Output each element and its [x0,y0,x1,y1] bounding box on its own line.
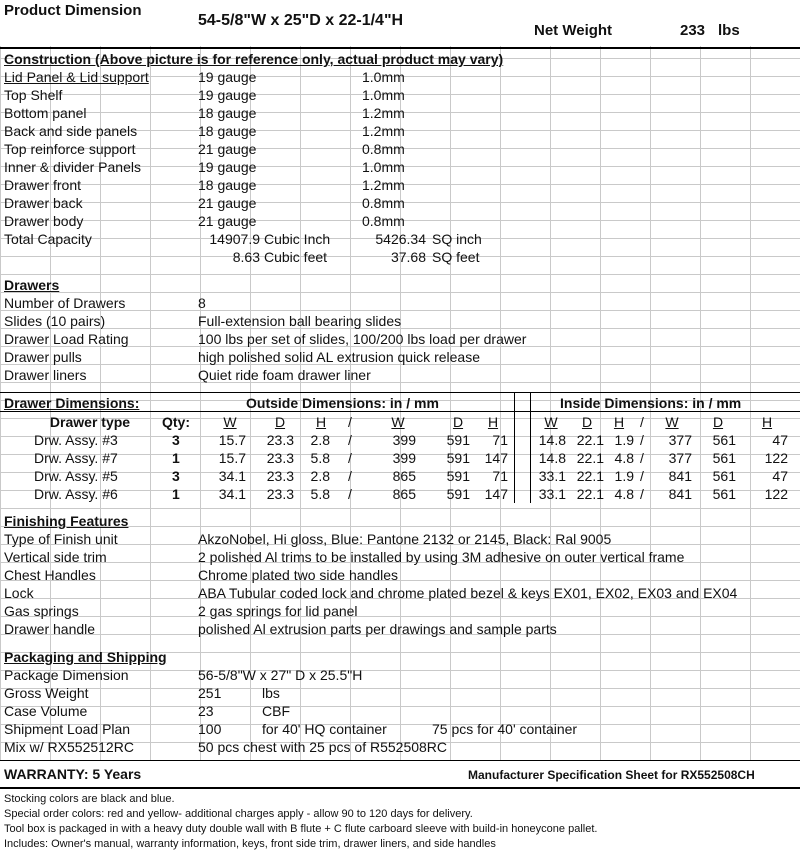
out-h: 5.8 [310,450,330,466]
gross-weight-unit: lbs [262,685,280,701]
construction-gauge: 18 gauge [198,177,257,193]
finishing-title: Finishing Features [4,513,129,529]
construction-label: Back and side panels [4,123,138,139]
header-divider [0,47,800,49]
col-out-d: D [274,414,286,430]
note-line: Stocking colors are black and blue. [4,793,175,805]
dimensions-title: Drawer Dimensions: [4,395,140,411]
drawer-spec-label: Number of Drawers [4,295,126,311]
drawer-spec-value: Full-extension ball bearing slides [198,313,402,329]
col-out-hmm: H [487,414,499,430]
in-wmm: 841 [668,468,692,484]
finishing-value: 2 gas springs for lid panel [198,603,358,619]
gross-weight-value: 251 [198,685,222,701]
load-plan-value: 100 [198,721,222,737]
construction-mm: 0.8mm [362,141,405,157]
col-in-sep: / [640,414,644,430]
sq-inch-value: 5426.34 [375,231,426,247]
drawers-title: Drawers [4,277,60,293]
product-dimension-label: Product Dimension [4,2,142,19]
out-dmm: 591 [446,468,470,484]
in-h: 4.8 [614,486,634,502]
construction-label: Drawer body [4,213,84,229]
out-h: 5.8 [310,486,330,502]
mix-value: 50 pcs chest with 25 pcs of R552508RC [198,739,448,755]
finishing-value: 2 polished Al trims to be installed by using 3M adhesive on outer vertical frame [198,549,685,565]
construction-label: Lid Panel & Lid support [4,69,149,85]
out-d: 23.3 [266,450,294,466]
outside-dimensions-title: Outside Dimensions: in / mm [246,395,439,411]
drawer-spec-label: Drawer liners [4,367,87,383]
in-h: 1.9 [614,468,634,484]
construction-gauge: 18 gauge [198,105,257,121]
construction-gauge: 21 gauge [198,141,257,157]
cubic-feet-unit: Cubic feet [264,249,328,265]
out-h: 2.8 [310,468,330,484]
construction-gauge: 18 gauge [198,123,257,139]
out-wmm: 399 [392,450,416,466]
out-d: 23.3 [266,432,294,448]
in-sep: / [640,468,644,484]
drawer-type: Drw. Assy. #7 [34,450,118,466]
col-in-w: W [544,414,558,430]
in-sep: / [640,450,644,466]
gross-weight-label: Gross Weight [4,685,89,701]
footer-divider [0,787,800,789]
out-hmm: 71 [492,432,508,448]
net-weight-unit: lbs [718,22,740,39]
warranty-text: WARRANTY: 5 Years [4,766,142,782]
construction-label: Inner & divider Panels [4,159,141,175]
finishing-value: ABA Tubular coded lock and chrome plated bezel & keys EX01, EX02, EX03 and EX04 [198,585,738,601]
construction-mm: 1.0mm [362,87,405,103]
cubic-inch-unit: Cubic Inch [264,231,331,247]
in-dmm: 561 [712,468,736,484]
out-dmm: 591 [446,432,470,448]
out-sep: / [348,432,352,448]
col-in-dmm: D [712,414,724,430]
drawer-spec-label: Drawer pulls [4,349,82,365]
in-hmm: 122 [764,450,788,466]
case-volume-value: 23 [198,703,214,719]
total-capacity-label: Total Capacity [4,231,92,247]
in-d: 22.1 [576,450,604,466]
drawer-spec-value: Quiet ride foam drawer liner [198,367,371,383]
out-sep: / [348,450,352,466]
in-w: 33.1 [538,486,566,502]
spec-sheet-title: Manufacturer Specification Sheet for RX552508CH [468,768,755,782]
drawer-qty: 1 [172,486,180,502]
case-volume-label: Case Volume [4,703,88,719]
out-wmm: 865 [392,486,416,502]
finishing-label: Drawer handle [4,621,96,637]
finishing-label: Lock [4,585,34,601]
sq-inch-unit: SQ inch [432,231,482,247]
drawer-spec-value: 8 [198,295,206,311]
note-line: Tool box is packaged in with a heavy duty double wall with B flute + C flute carboard sleeve with build-in honeycone pallet. [4,823,598,835]
out-hmm: 147 [484,486,508,502]
construction-label: Drawer front [4,177,82,193]
in-h: 4.8 [614,450,634,466]
in-w: 14.8 [538,432,566,448]
out-sep: / [348,468,352,484]
load-plan-text-40: 75 pcs for 40' container [432,721,578,737]
construction-mm: 0.8mm [362,213,405,229]
cubic-feet-value: 8.63 [232,249,260,265]
col-out-w: W [223,414,237,430]
in-dmm: 561 [712,486,736,502]
col-out-h: H [315,414,327,430]
construction-mm: 0.8mm [362,195,405,211]
construction-gauge: 21 gauge [198,213,257,229]
net-weight-label: Net Weight [534,22,613,39]
dimensions-title-rule [0,411,800,412]
in-w: 33.1 [538,468,566,484]
construction-mm: 1.2mm [362,105,405,121]
construction-gauge: 19 gauge [198,69,257,85]
finishing-value: polished Al extrusion parts per drawings and sample parts [198,621,557,637]
finishing-value: Chrome plated two side handles [198,567,399,583]
construction-mm: 1.2mm [362,123,405,139]
col-in-d: D [581,414,593,430]
dimensions-divider-left [514,393,515,503]
net-weight-value: 233 [680,22,706,39]
col-in-wmm: W [665,414,679,430]
drawer-qty: 1 [172,450,180,466]
in-hmm: 47 [772,468,788,484]
load-plan-text-hq: for 40' HQ container [262,721,387,737]
out-h: 2.8 [310,432,330,448]
construction-title: Construction (Above picture is for reference only, actual product may vary) [4,51,504,67]
out-dmm: 591 [446,486,470,502]
note-line: Includes: Owner's manual, warranty information, keys, front side trim, drawer liners, and side handles [4,838,496,850]
construction-label: Drawer back [4,195,83,211]
construction-gauge: 21 gauge [198,195,257,211]
product-dimension-value: 54-5/8"W x 25"D x 22-1/4"H [198,12,404,29]
finishing-label: Chest Handles [4,567,96,583]
in-h: 1.9 [614,432,634,448]
out-w: 34.1 [218,468,246,484]
cubic-inch-value: 14907.9 [209,231,260,247]
dimensions-top-rule [0,392,800,393]
drawer-spec-label: Drawer Load Rating [4,331,129,347]
sq-feet-unit: SQ feet [432,249,480,265]
col-out-dmm: D [452,414,464,430]
construction-label: Top reinforce support [4,141,136,157]
package-dimension-label: Package Dimension [4,667,129,683]
out-sep: / [348,486,352,502]
drawer-spec-value: high polished solid AL extrusion quick release [198,349,480,365]
in-dmm: 561 [712,450,736,466]
drawer-qty: 3 [172,432,180,448]
finishing-label: Type of Finish unit [4,531,118,547]
package-dimension-value: 56-5/8"W x 27" D x 25.5"H [198,667,363,683]
finishing-label: Gas springs [4,603,79,619]
in-d: 22.1 [576,432,604,448]
col-qty: Qty: [162,414,190,430]
out-wmm: 865 [392,468,416,484]
out-hmm: 71 [492,468,508,484]
finishing-value: AkzoNobel, Hi gloss, Blue: Pantone 2132 or 2145, Black: Ral 9005 [198,531,612,547]
in-hmm: 47 [772,432,788,448]
case-volume-unit: CBF [262,703,290,719]
col-in-hmm: H [761,414,773,430]
note-line: Special order colors: red and yellow- additional charges apply - allow 90 to 120 days for delivery. [4,808,473,820]
construction-label: Top Shelf [4,87,63,103]
out-wmm: 399 [392,432,416,448]
out-w: 15.7 [218,450,246,466]
in-wmm: 841 [668,486,692,502]
out-dmm: 591 [446,450,470,466]
inside-dimensions-title: Inside Dimensions: in / mm [560,395,742,411]
footer-top-rule [0,760,800,761]
out-d: 23.3 [266,486,294,502]
construction-mm: 1.0mm [362,159,405,175]
construction-mm: 1.2mm [362,177,405,193]
drawer-type: Drw. Assy. #6 [34,486,118,502]
in-sep: / [640,432,644,448]
out-hmm: 147 [484,450,508,466]
load-plan-label: Shipment Load Plan [4,721,131,737]
out-d: 23.3 [266,468,294,484]
in-d: 22.1 [576,468,604,484]
in-sep: / [640,486,644,502]
mix-label: Mix w/ RX552512RC [4,739,134,755]
drawer-type: Drw. Assy. #3 [34,432,118,448]
finishing-label: Vertical side trim [4,549,107,565]
construction-gauge: 19 gauge [198,87,257,103]
construction-label: Bottom panel [4,105,87,121]
drawer-type: Drw. Assy. #5 [34,468,118,484]
col-in-h: H [613,414,625,430]
in-wmm: 377 [668,450,692,466]
out-w: 34.1 [218,486,246,502]
col-out-sep: / [348,414,352,430]
col-drawer-type: Drawer type [49,414,131,430]
in-w: 14.8 [538,450,566,466]
construction-gauge: 19 gauge [198,159,257,175]
in-d: 22.1 [576,486,604,502]
construction-mm: 1.0mm [362,69,405,85]
drawer-qty: 3 [172,468,180,484]
drawer-spec-label: Slides (10 pairs) [4,313,106,329]
packaging-title: Packaging and Shipping [4,649,167,665]
in-dmm: 561 [712,432,736,448]
sq-feet-value: 37.68 [390,249,426,265]
out-w: 15.7 [218,432,246,448]
in-hmm: 122 [764,486,788,502]
drawer-spec-value: 100 lbs per set of slides, 100/200 lbs load per drawer [198,331,527,347]
in-wmm: 377 [668,432,692,448]
col-out-wmm: W [391,414,405,430]
